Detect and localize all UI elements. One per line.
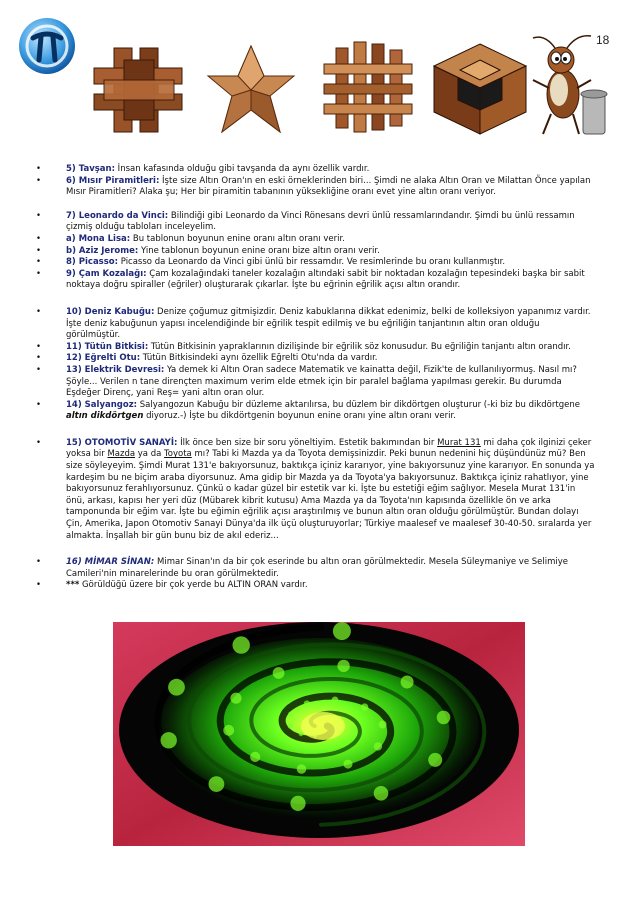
bullet: • — [36, 364, 42, 375]
bullet: • — [36, 164, 42, 174]
bullet: • — [36, 210, 42, 221]
list-item — [36, 164, 596, 176]
list-item — [36, 400, 596, 423]
spiral-blob — [233, 636, 250, 653]
spiral-blob — [361, 703, 368, 710]
spiral-blob — [288, 723, 293, 728]
item-label: a) Mona Lisa: — [66, 233, 131, 244]
item-text: Salyangozun Kabuğu bir düzleme aktarılırsa, bu düzlem bir dikdörtgen oluşturur (-ki biz bu dikdörtgene — [137, 399, 580, 410]
item-text: diyoruz.-) İşte bu dikdörtgenin boyunun enine oranı yine altın oranı verir. — [143, 411, 456, 422]
item-label: b) Aziz Jerome: — [66, 245, 139, 256]
spiral-blob — [273, 667, 285, 679]
bullet: • — [36, 353, 42, 364]
list-item — [36, 176, 596, 199]
item-text: Görüldüğü üzere bir çok yerde bu ALTIN ORAN vardır. — [79, 580, 308, 591]
list-item — [36, 557, 596, 580]
spiral-blob — [401, 676, 414, 689]
bullet: • — [36, 306, 42, 317]
spiral-blob — [332, 697, 339, 704]
spiral-blob — [304, 700, 310, 706]
item-text: Ya demek ki Altın Oran sadece Matematik ve kainatta değil, Fizik'te de kullanılıyormuş. Nasıl mı? Şöyle... Verilen n tane dirençten maximum verim elde etmek için bir paralel bağlama yapılması gerekir. Bu durumda Eşdeğer Direnç, yani Reş= yani altın oran olur. — [66, 364, 577, 399]
item-text: ya da — [135, 449, 165, 460]
item-label: 13) Elektrik Devresi: — [66, 364, 165, 375]
list-item — [36, 580, 596, 592]
link-murat-131[interactable]: Murat 131 — [437, 437, 481, 448]
spiral-blob — [379, 721, 387, 729]
wooden-sticks-puzzle-icon — [318, 38, 418, 138]
list-item — [36, 269, 596, 292]
bullet: • — [36, 399, 42, 410]
page-number: 18 — [596, 33, 610, 47]
spiral-blob — [344, 760, 353, 769]
list-item — [36, 307, 596, 342]
spiral-blob — [223, 725, 234, 736]
list-item — [36, 365, 596, 400]
bullet: • — [36, 175, 42, 186]
cockroach-cartoon-icon — [525, 32, 611, 140]
bullet: • — [36, 557, 42, 568]
item-text: Mimar Sinan'ın da bir çok eserinde bu altın oran görülmektedir. Mesela Süleymaniye ve Selimiye Camileri'nin minarelerinde bu oran görülmektedir. — [66, 557, 569, 579]
link-toyota[interactable]: Toyota — [164, 449, 192, 460]
spiral-blob — [288, 711, 294, 717]
list-item — [36, 246, 596, 258]
link-mazda[interactable]: Mazda — [107, 449, 136, 460]
item-text: Picasso da Leonardo da Vinci gibi ünlü bir ressamdır. Ve resimlerinde bu oranı kullanmıştır. — [118, 257, 506, 268]
item-text: Tütün Bitkisindeki aynı özellik Eğrelti Otu'nda da vardır. — [140, 353, 378, 364]
item-label: 10) Deniz Kabuğu: — [66, 306, 155, 317]
bullet: • — [36, 341, 42, 352]
item-label: *** — [66, 580, 80, 591]
item-label: 5) Tavşan: — [66, 164, 115, 174]
spiral-blob — [230, 693, 241, 704]
spiral-blob — [168, 679, 185, 696]
spiral-blob — [437, 711, 451, 725]
item-text: Denize çoğumuz gitmişizdir. Deniz kabuklarına dikkat edenimiz, belki de kolleksiyon yapanımız vardır. İşte deniz kabuğunun yapısı incelendiğinde bir eğrilik tespit edilmiş ve bu eğriliğin tanjantının altın oran olduğu görülmüştür. — [66, 306, 591, 341]
list-item — [36, 342, 596, 354]
item-label: 15) OTOMOTİV SANAYİ: — [66, 437, 178, 448]
phi-logo-icon — [17, 16, 77, 76]
item-label: 11) Tütün Bitkisi: — [66, 341, 149, 352]
item-text: Bilindiği gibi Leonardo da Vinci Rönesans devri ünlü ressamlarındandır. Şimdi bu ünlü ressamın çizmiş olduğu tabloları inceleyelim. — [66, 210, 575, 233]
item-label: 8) Picasso: — [66, 257, 119, 268]
bullet: • — [36, 245, 42, 256]
item-label: 6) Mısır Piramitleri: — [66, 175, 160, 186]
spiral-blob — [250, 752, 260, 762]
item-label: 9) Çam Kozalağı: — [66, 268, 147, 279]
item-text: İnsan kafasında olduğu gibi tavşanda da aynı özellik vardır. — [114, 164, 370, 174]
item-text: mi daha çok ilginizi çeker yoksa bir — [66, 437, 592, 460]
bullet: • — [36, 580, 42, 591]
spiral-blob — [290, 796, 305, 811]
spiral-blob — [161, 732, 177, 748]
spiral-blob — [374, 742, 382, 750]
bullet: • — [36, 257, 42, 268]
list-item — [36, 211, 596, 234]
item-label: 12) Eğrelti Otu: — [66, 353, 141, 364]
list-item — [36, 257, 596, 269]
item-label: 14) Salyangoz: — [66, 399, 138, 410]
fractal-spiral-image — [113, 622, 525, 846]
spiral-blob — [299, 732, 304, 737]
header-images — [0, 10, 638, 140]
list-item — [36, 234, 596, 246]
spiral-blob — [209, 776, 225, 792]
bullet: • — [36, 268, 42, 279]
spiral-blob — [333, 622, 351, 640]
wooden-star-puzzle-icon — [206, 44, 296, 136]
item-text: Bu tablonun boyunun enine oranı altın oranı verir. — [130, 233, 345, 244]
item-text: Tütün Bitkisinin yapraklarının dizilişinde bir eğrilik söz konusudur. Bu eğriliğin tanjantı altın orandır. — [148, 341, 571, 352]
item-text: mı? Tabi ki Mazda ya da Toyota demişsinizdir. Peki bunun nedenini hiç düşündünüz mü? Ben size söyleyeyim. Şimdi Murat 131'e bakıyorsunuz, baktıkça içiniz kararıyor, yine bakıyorsunuz yine kararıyor. En sonunda ya kardeşim bu ne biçim araba diyorsunuz. Ama gidip bir Mazda ya da Toyota'ya bakıyorsunuz. Baktıkça içiniz rahatlıyor, yine bakıyorsunuz ferahlıyorsunuz. Çünkü o kadar güzel bir estetik var ki. İşte bu estetiği eğim sağlıyor. Mesela Murat 131'in önü, arkası, kapısı her yeri düz (Mübarek kibrit kutusu) Ama Mazda ya da Toyota'nın kapısında özellikle ön ve arka tamponunda bir eğim var. İşte bu eğimin eğrilik açısı araştırılmış ve bunun altın oran olduğu görülmüştür. Bundan dolayı Çin, Amerika, Japon Otomotiv Sanayi Dünya'da ilk üçü oluşturuyorlar; Türkiye maalesef ve maalesef 30-40-50. sıralarda yer almakta. İnşallah bir gün bunu biz de akıl ederiz... — [66, 449, 595, 541]
bullet: • — [36, 437, 42, 448]
item-text: Yine tablonun boyunun enine oranı bize altın oranı verir. — [138, 245, 380, 256]
list-item — [36, 353, 596, 365]
spiral-blob — [337, 660, 349, 672]
text-content — [36, 164, 596, 592]
spiral-blob — [297, 764, 307, 774]
item-label: 16) MİMAR SİNAN: — [66, 557, 155, 568]
wooden-puzzle-1-icon — [84, 40, 194, 140]
spiral-blob — [428, 753, 442, 767]
wooden-cube-puzzle-icon — [428, 40, 532, 138]
item-label: 7) Leonardo da Vinci: — [66, 210, 169, 221]
spiral-blob — [374, 786, 389, 801]
list-item — [36, 438, 596, 542]
emphasized-text: altın dikdörtgen — [66, 411, 144, 422]
item-text: İlk önce ben size bir soru yöneltiyim. Estetik bakımından bir — [177, 437, 438, 448]
item-text: Çam kozalağındaki taneler kozalağın altındaki sabit bir noktadan kozalağın tepesindeki başka bir sabit noktaya doğru spiraller (eğriler) oluşturarak çıkarlar. İşte bu eğrinin eğrilik açısı altın orandır. — [66, 268, 585, 291]
bullet: • — [36, 233, 42, 244]
item-text: İşte size Altın Oran'ın en eski örneklerinden biri... Şimdi ne alaka Altın Oran ve Milattan Önce yapılan Mısır Piramitleri? Alaka şu; Her bir piramitin tabanının yüksekliğine oranı evet yine altın oranı veriyor. — [66, 175, 591, 198]
